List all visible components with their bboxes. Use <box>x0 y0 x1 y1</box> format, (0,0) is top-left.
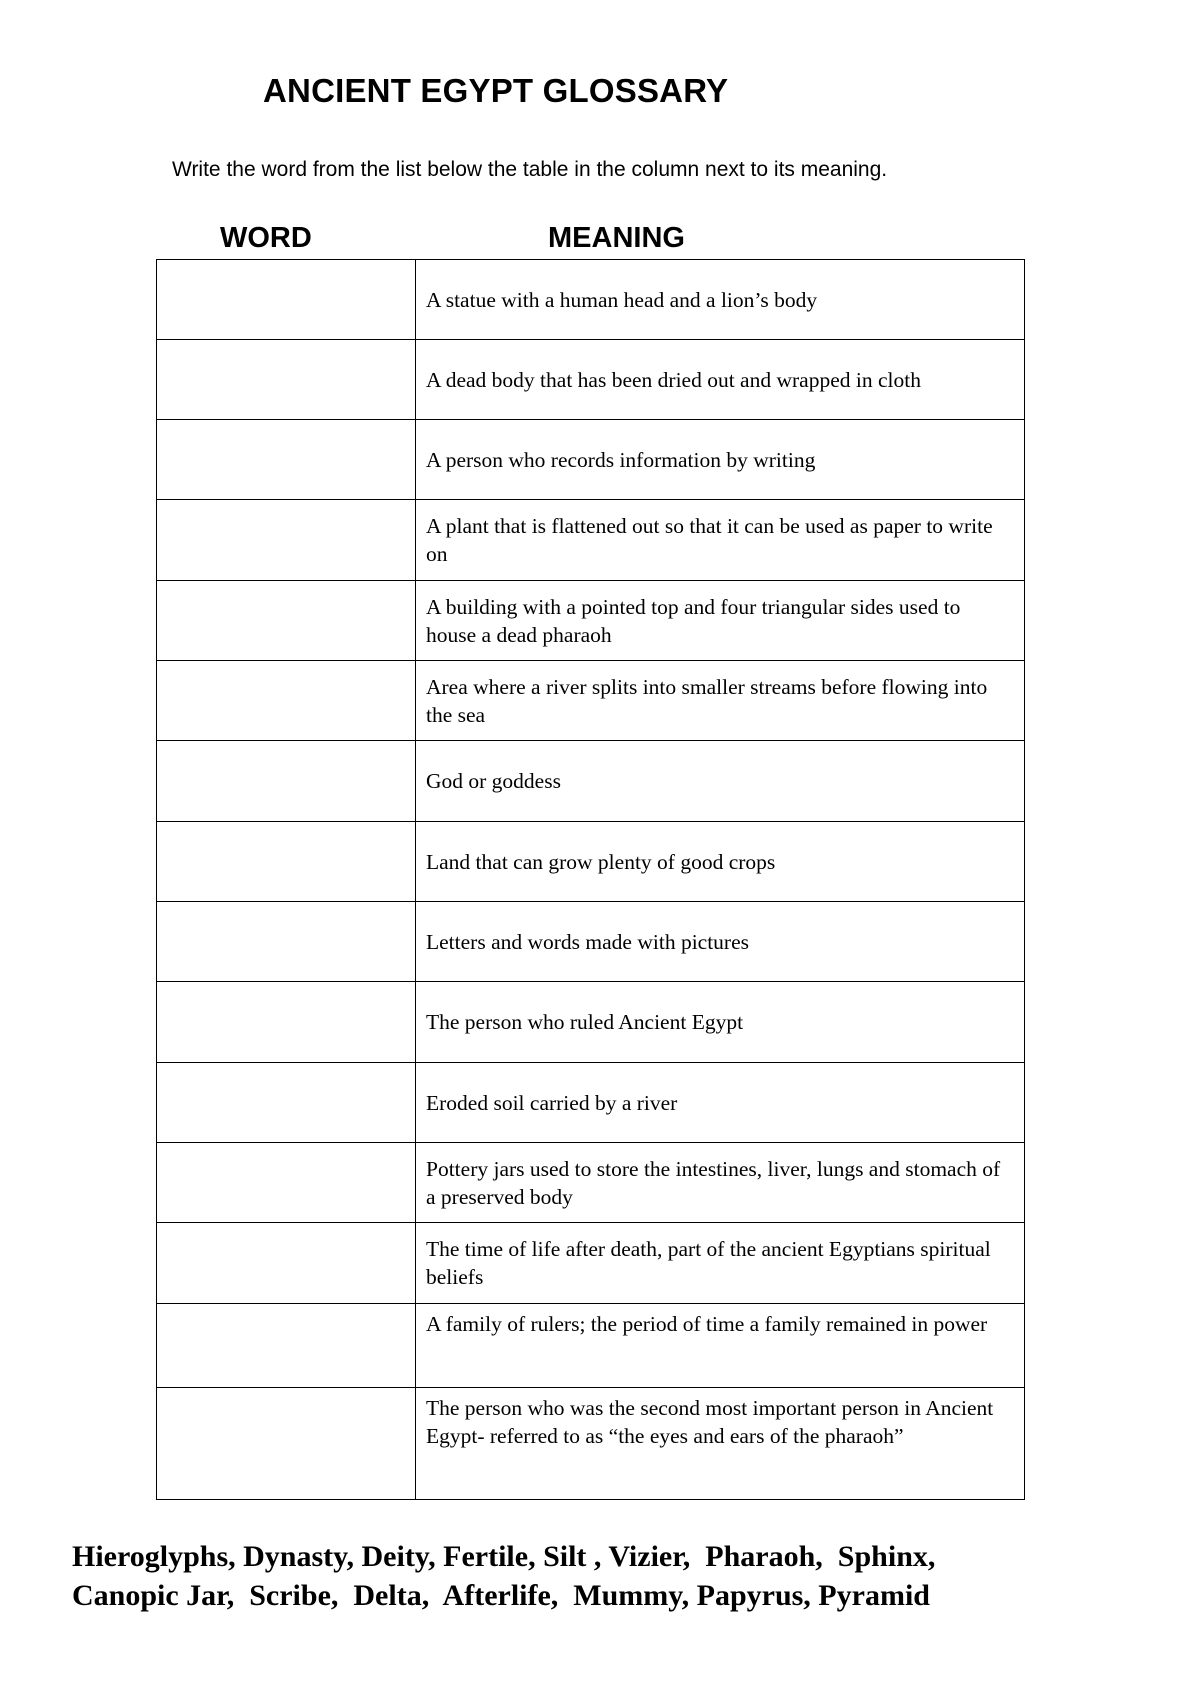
meaning-cell: The time of life after death, part of the ancient Egyptians spiritual beliefs <box>416 1223 1025 1304</box>
glossary-table <box>156 259 1025 1500</box>
word-answer-cell[interactable] <box>157 420 416 500</box>
instructions-text: Write the word from the list below the table in the column next to its meaning. <box>172 158 888 181</box>
meaning-cell: A person who records information by writing <box>416 420 1025 500</box>
meaning-cell: Area where a river splits into smaller streams before flowing into the sea <box>416 661 1025 741</box>
word-answer-cell[interactable] <box>157 260 416 340</box>
table-row <box>157 1388 1025 1500</box>
table-row <box>157 420 1025 500</box>
meaning-cell: Letters and words made with pictures <box>416 902 1025 982</box>
table-row <box>157 741 1025 822</box>
meaning-cell: Land that can grow plenty of good crops <box>416 822 1025 902</box>
word-answer-cell[interactable] <box>157 1388 416 1500</box>
word-answer-cell[interactable] <box>157 822 416 902</box>
table-row <box>157 902 1025 982</box>
word-answer-cell[interactable] <box>157 1143 416 1223</box>
meaning-cell: A building with a pointed top and four triangular sides used to house a dead pharaoh <box>416 581 1025 661</box>
word-answer-cell[interactable] <box>157 1304 416 1388</box>
table-row <box>157 1063 1025 1143</box>
table-row <box>157 260 1025 340</box>
word-answer-cell[interactable] <box>157 340 416 420</box>
meaning-cell: Eroded soil carried by a river <box>416 1063 1025 1143</box>
table-row <box>157 1223 1025 1304</box>
table-row <box>157 982 1025 1063</box>
meaning-cell: Pottery jars used to store the intestines, liver, lungs and stomach of a preserved body <box>416 1143 1025 1223</box>
word-bank-line-1: Hieroglyphs, Dynasty, Deity, Fertile, Silt , Vizier, Pharaoh, Sphinx, <box>72 1540 936 1573</box>
word-answer-cell[interactable] <box>157 1223 416 1304</box>
meaning-column-header: MEANING <box>548 222 685 254</box>
word-answer-cell[interactable] <box>157 982 416 1063</box>
table-row <box>157 581 1025 661</box>
meaning-cell: The person who ruled Ancient Egypt <box>416 982 1025 1063</box>
table-row <box>157 822 1025 902</box>
word-bank <box>72 1537 935 1615</box>
meaning-cell: God or goddess <box>416 741 1025 822</box>
page-title: ANCIENT EGYPT GLOSSARY <box>263 72 729 109</box>
word-answer-cell[interactable] <box>157 581 416 661</box>
table-row <box>157 500 1025 581</box>
word-answer-cell[interactable] <box>157 1063 416 1143</box>
word-bank-line-2: Canopic Jar, Scribe, Delta, Afterlife, Mummy, Papyrus, Pyramid <box>72 1579 930 1612</box>
table-row <box>157 340 1025 420</box>
meaning-cell: A dead body that has been dried out and wrapped in cloth <box>416 340 1025 420</box>
meaning-cell: A plant that is flattened out so that it can be used as paper to write on <box>416 500 1025 581</box>
meaning-cell: A statue with a human head and a lion’s body <box>416 260 1025 340</box>
table-row <box>157 1304 1025 1388</box>
table-row <box>157 1143 1025 1223</box>
table-row <box>157 661 1025 741</box>
word-answer-cell[interactable] <box>157 741 416 822</box>
word-column-header: WORD <box>220 222 312 254</box>
word-answer-cell[interactable] <box>157 661 416 741</box>
meaning-cell: A family of rulers; the period of time a family remained in power <box>416 1304 1025 1388</box>
meaning-cell: The person who was the second most important person in Ancient Egypt- referred to as “the eyes and ears of the pharaoh” <box>416 1388 1025 1500</box>
word-answer-cell[interactable] <box>157 902 416 982</box>
word-answer-cell[interactable] <box>157 500 416 581</box>
